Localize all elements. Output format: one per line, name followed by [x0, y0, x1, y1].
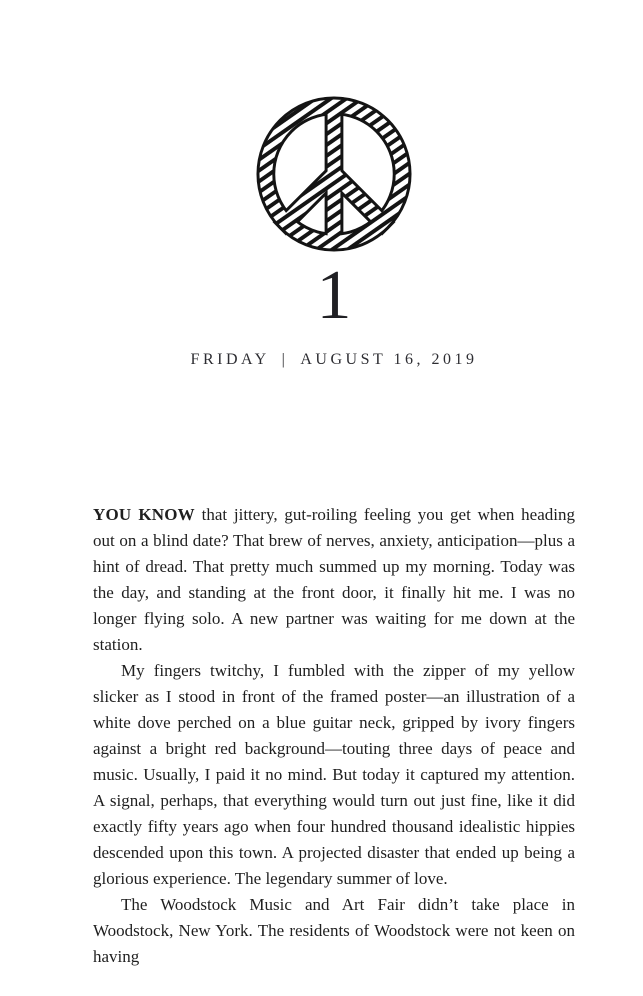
- chapter-opening-content: [93, 0, 575, 970]
- paragraph-2: [93, 658, 575, 892]
- dateline-separator: |: [281, 351, 289, 368]
- paragraph-2-text: My fingers twitchy, I fumbled with the zipper of my yellow slicker as I stood in front of the framed poster—an illustration of a white dove perched on a blue guitar neck, gripped by ivory fingers against a bright red background—touting three days of peace and music. Usually, I paid it no mind. But today it captured my attention. A signal, perhaps, that everything would turn out just fine, like it did exactly fifty years ago when four hundred thousand idealistic hippies descended upon this town. A projected disaster that ended up being a glorious experience. The legendary summer of love.: [93, 661, 575, 889]
- paragraph-1-text: that jittery, gut-roiling feeling you get when heading out on a blind date? That brew of nerves, anxiety, anticipation—plus a hint of dread. That pretty much summed up my morning. Today was the day, and standing at the front door, it finally hit me. I was no longer flying solo. A new partner was waiting for me down at the station.: [93, 505, 575, 655]
- paragraph-1-lead-in: YOU KNOW: [93, 505, 195, 525]
- chapter-body: [93, 502, 575, 970]
- chapter-number: 1: [316, 257, 352, 334]
- chapter-dateline: [93, 350, 575, 369]
- paragraph-3: [93, 892, 575, 970]
- chapter-ornament: [93, 0, 575, 253]
- dateline-date: AUGUST 16, 2019: [300, 351, 478, 368]
- paragraph-1: [93, 502, 575, 658]
- dateline-day: FRIDAY: [190, 351, 270, 368]
- paragraph-3-text: The Woodstock Music and Art Fair didn’t take place in Woodstock, New York. The residents of Woodstock were not keen on having: [93, 895, 575, 967]
- peace-sign-icon: [255, 95, 413, 253]
